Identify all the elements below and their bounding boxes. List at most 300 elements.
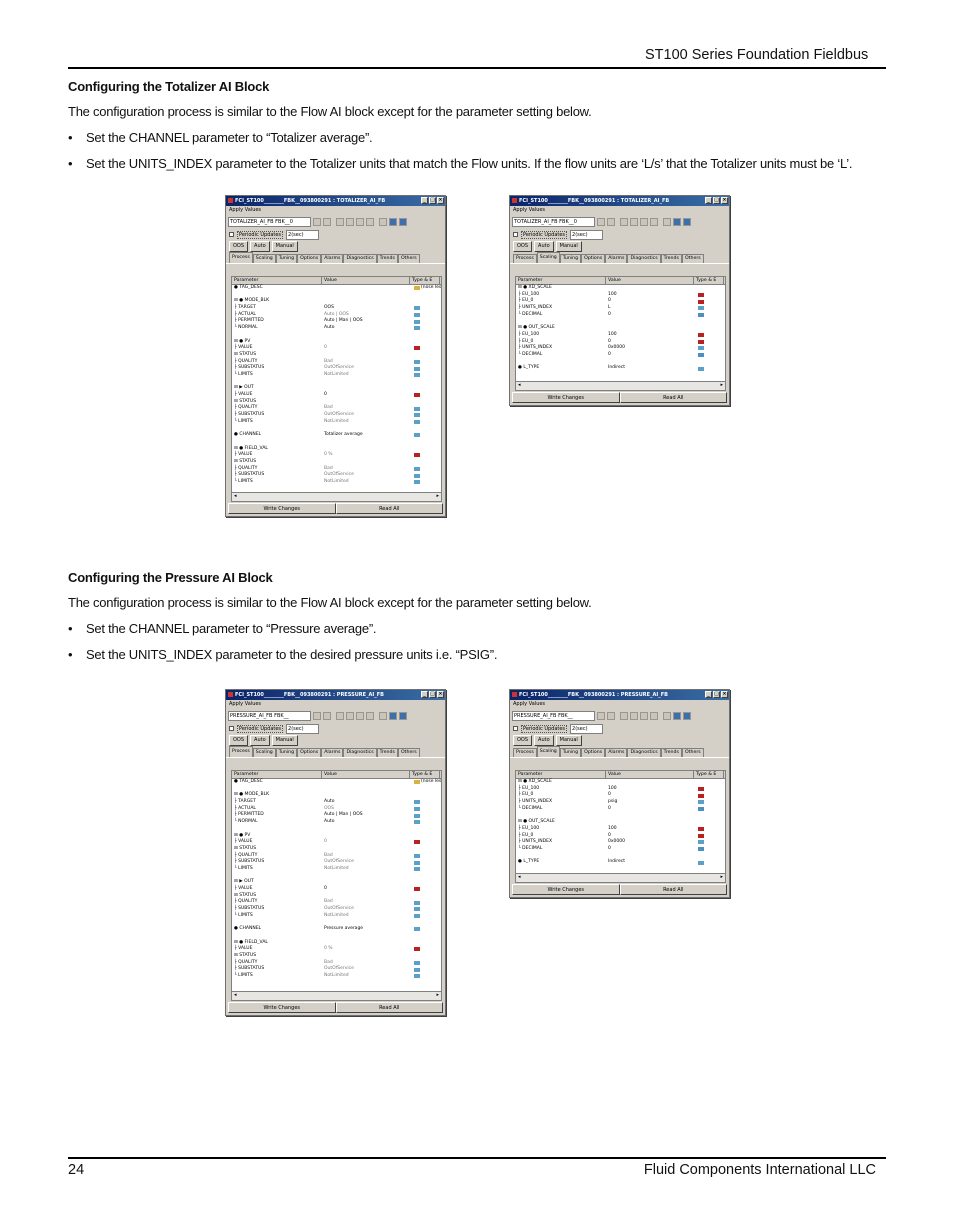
type-icon [698, 300, 704, 304]
table-row [516, 285, 725, 292]
close-icon[interactable]: × [722, 197, 727, 203]
table-row [232, 345, 441, 352]
tab-tuning[interactable]: Tuning [560, 748, 581, 757]
maximize-icon[interactable]: □ [430, 197, 435, 203]
window-title: FCI_ST100________FBK__093800291 : PRESSURE_AI_FB [235, 692, 384, 698]
param-name: ├ QUALITY [234, 465, 258, 471]
table-row [232, 318, 441, 325]
param-value: 100 [608, 785, 617, 791]
param-name: ⊟ ● XD_SCALE [518, 285, 552, 290]
table-row [516, 806, 725, 813]
column-header: Value [322, 277, 410, 284]
param-name: ├ UNITS_INDEX [518, 799, 553, 805]
table-row [232, 873, 441, 880]
tab-strip [226, 746, 445, 758]
type-icon [698, 313, 704, 317]
table-row [232, 846, 441, 853]
toolbar-button-icon[interactable] [323, 218, 331, 226]
param-name: └ LIMITS [234, 371, 253, 377]
bottom-button[interactable]: Read All [336, 1002, 444, 1013]
param-value: 0 [608, 338, 611, 344]
toolbar [226, 215, 445, 229]
tab-options[interactable]: Options [297, 254, 321, 263]
menu-apply-values[interactable]: Apply Values [229, 701, 262, 707]
table-row [232, 399, 441, 406]
param-value: NotLimited [324, 972, 349, 978]
periodic-checkbox[interactable] [513, 232, 518, 237]
param-name: ⊟ STATUS [234, 398, 257, 404]
bottom-button[interactable]: Write Changes [228, 1002, 336, 1013]
interval-field[interactable]: 2(sec) [286, 230, 319, 240]
type-icon [698, 367, 704, 371]
mode-button-manual[interactable]: Manual [556, 241, 582, 252]
mode-button-manual[interactable]: Manual [556, 735, 582, 746]
type-icon [698, 346, 704, 350]
param-name: ├ EU_0 [518, 298, 534, 304]
parameter-grid [515, 770, 726, 883]
type-icon [414, 947, 420, 951]
param-value: NotLimited [324, 865, 349, 871]
table-row [232, 412, 441, 419]
table-row [516, 826, 725, 833]
type-icon [414, 474, 420, 478]
param-name: ● L_TYPE [518, 365, 540, 371]
toolbar-button-icon[interactable] [640, 712, 648, 720]
block-select[interactable]: TOTALIZER_AI_FB FBK__0 [228, 217, 311, 227]
scroll-right-icon[interactable]: ▸ [720, 382, 723, 388]
param-value: 0x0000 [608, 345, 625, 351]
close-icon[interactable]: × [722, 691, 727, 697]
param-name: ├ TARGET [234, 305, 256, 311]
tab-diagnostics[interactable]: Diagnostics [627, 748, 660, 757]
tab-others[interactable]: Others [682, 748, 704, 757]
bullet-text: Set the CHANNEL parameter to “Totalizer average”. [86, 130, 373, 145]
block-select[interactable]: PRESSURE_AI_FB FBK__ [228, 711, 311, 721]
table-row [232, 452, 441, 459]
type-icon [414, 413, 420, 417]
parameter-grid [231, 276, 442, 502]
tab-options[interactable]: Options [297, 748, 321, 757]
param-name: ● CHANNEL [234, 432, 262, 438]
scroll-right-icon[interactable]: ▸ [720, 874, 723, 880]
mode-buttons [226, 240, 445, 252]
mode-button-manual[interactable]: Manual [272, 735, 298, 746]
tab-alarms[interactable]: Alarms [321, 254, 343, 263]
footer-company: Fluid Components International LLC [643, 1162, 876, 1178]
toolbar-button-icon[interactable] [620, 712, 628, 720]
param-value: Bad [324, 465, 333, 471]
param-name: └ NORMAL [234, 325, 258, 331]
toolbar-button-icon[interactable] [630, 218, 638, 226]
toolbar-button-icon[interactable] [313, 218, 321, 226]
param-value: Indirect [608, 859, 626, 865]
param-value: Pressure average [324, 926, 364, 932]
mode-button-auto[interactable]: Auto [534, 735, 554, 746]
mode-button-oos[interactable]: OOS [513, 735, 532, 746]
type-icon [414, 901, 420, 905]
tab-options[interactable]: Options [581, 254, 605, 263]
table-row [232, 419, 441, 426]
interval-field[interactable]: 2(sec) [570, 230, 603, 240]
grid-header [232, 771, 441, 779]
interval-field[interactable]: 2(sec) [570, 724, 603, 734]
periodic-row [510, 229, 729, 240]
type-icon [698, 787, 704, 791]
minimize-icon[interactable]: _ [705, 691, 712, 698]
column-header: Type & E [694, 771, 724, 778]
param-value: 100 [608, 825, 617, 831]
scroll-left-icon[interactable]: ◂ [518, 874, 521, 880]
param-value: Auto [324, 799, 335, 805]
horizontal-scrollbar[interactable] [232, 991, 441, 1000]
table-row [232, 866, 441, 873]
column-header: Type & E [410, 277, 440, 284]
table-row [516, 365, 725, 372]
mode-button-auto[interactable]: Auto [250, 241, 270, 252]
mode-button-auto[interactable]: Auto [250, 735, 270, 746]
periodic-checkbox[interactable] [229, 232, 234, 237]
maximize-icon[interactable]: □ [714, 691, 719, 697]
param-name: ├ VALUE [234, 839, 253, 845]
param-name: ⊟ STATUS [234, 892, 257, 898]
tab-tuning[interactable]: Tuning [276, 254, 297, 263]
type-icon [414, 313, 420, 317]
bottom-button[interactable]: Read All [620, 884, 728, 895]
tab-alarms[interactable]: Alarms [605, 748, 627, 757]
param-name: ⊟ ● OUT_SCALE [518, 819, 555, 825]
type-icon [414, 306, 420, 310]
table-row [232, 906, 441, 913]
window-controls [705, 691, 728, 698]
toolbar-button-icon[interactable] [683, 218, 691, 226]
param-value: 0 [608, 298, 611, 304]
param-name: ├ QUALITY [234, 852, 258, 858]
param-value: 0 [324, 392, 327, 397]
title-bar [510, 196, 729, 206]
column-header: Type & E [410, 771, 440, 778]
tab-process[interactable]: Process [229, 252, 253, 263]
column-header: Parameter [232, 771, 322, 778]
toolbar-button-icon[interactable] [683, 712, 691, 720]
tab-tuning[interactable]: Tuning [276, 748, 297, 757]
tab-scaling[interactable]: Scaling [537, 746, 560, 757]
toolbar-button-icon[interactable] [389, 712, 397, 720]
mode-button-oos[interactable]: OOS [229, 241, 248, 252]
bottom-button[interactable]: Write Changes [512, 392, 620, 403]
toolbar-button-icon[interactable] [597, 218, 605, 226]
param-name: ⊟ STATUS [234, 351, 257, 357]
table-row [232, 893, 441, 900]
mode-button-manual[interactable]: Manual [272, 241, 298, 252]
param-value: Bad [324, 405, 333, 411]
menu-apply-values[interactable]: Apply Values [513, 701, 546, 707]
tab-others[interactable]: Others [398, 254, 420, 263]
menu-apply-values[interactable]: Apply Values [513, 207, 546, 213]
type-icon [414, 360, 420, 364]
param-name: ├ VALUE [234, 392, 253, 397]
param-name: └ DECIMAL [518, 311, 543, 317]
tab-process[interactable]: Process [513, 254, 537, 263]
maximize-icon[interactable]: □ [430, 691, 435, 697]
toolbar-button-icon[interactable] [607, 712, 615, 720]
toolbar-button-icon[interactable] [663, 712, 671, 720]
toolbar-button-icon[interactable] [630, 712, 638, 720]
periodic-label: Periodic Updates [523, 231, 566, 238]
toolbar-button-icon[interactable] [597, 712, 605, 720]
param-value: Bad [324, 358, 333, 364]
toolbar [226, 709, 445, 723]
table-row [232, 859, 441, 866]
tab-diagnostics[interactable]: Diagnostics [343, 254, 376, 263]
scroll-left-icon[interactable]: ◂ [234, 493, 237, 499]
section-intro: The configuration process is similar to the Flow AI block except for the parameter setting below. [68, 104, 592, 119]
mode-button-auto[interactable]: Auto [534, 241, 554, 252]
tab-alarms[interactable]: Alarms [605, 254, 627, 263]
tab-process[interactable]: Process [513, 748, 537, 757]
param-name: ⊟ ● MODE_BLK [234, 792, 270, 798]
parameter-grid [515, 276, 726, 391]
block-select[interactable]: PRESSURE_AI_FB FBK__ [512, 711, 595, 721]
toolbar-button-icon[interactable] [336, 218, 344, 226]
type-icon [698, 794, 704, 798]
param-name: ⊟ STATUS [234, 458, 257, 464]
toolbar-button-icon[interactable] [346, 218, 354, 226]
window-title: FCI_ST100________FBK__093800291 : TOTALIZER_AI_FB [519, 198, 670, 204]
menu-apply-values[interactable]: Apply Values [229, 207, 262, 213]
type-icon [698, 333, 704, 337]
bottom-button[interactable]: Write Changes [228, 503, 336, 514]
table-row [516, 332, 725, 339]
type-icon [414, 968, 420, 972]
toolbar-button-icon[interactable] [379, 218, 387, 226]
param-value: NotLimited [324, 478, 349, 484]
toolbar-button-icon[interactable] [336, 712, 344, 720]
tab-alarms[interactable]: Alarms [321, 748, 343, 757]
param-value: Auto | OOS [324, 311, 349, 317]
toolbar-button-icon[interactable] [650, 712, 658, 720]
toolbar-button-icon[interactable] [346, 712, 354, 720]
scroll-right-icon[interactable]: ▸ [436, 493, 439, 499]
type-icon [414, 780, 420, 784]
toolbar-button-icon[interactable] [607, 218, 615, 226]
periodic-label: Periodic Updates [239, 725, 282, 732]
param-name: ├ UNITS_INDEX [518, 345, 553, 351]
table-row [232, 439, 441, 446]
param-name: ├ QUALITY [234, 899, 258, 905]
param-value: 0x0000 [608, 839, 625, 845]
param-name: ├ EU_100 [518, 331, 540, 337]
bottom-button[interactable]: Write Changes [512, 884, 620, 895]
app-icon [512, 198, 517, 203]
toolbar-button-icon[interactable] [620, 218, 628, 226]
tab-trends[interactable]: Trends [377, 254, 398, 263]
table-row [232, 879, 441, 886]
mode-buttons [510, 734, 729, 746]
type-text: (nose les [421, 285, 442, 290]
type-icon [698, 861, 704, 865]
horizontal-scrollbar[interactable] [516, 381, 725, 390]
param-name: ⊟ ● OUT_SCALE [518, 325, 555, 331]
mode-button-oos[interactable]: OOS [513, 241, 532, 252]
tab-trends[interactable]: Trends [661, 254, 682, 263]
param-value: OOS [324, 805, 334, 811]
app-icon [512, 692, 517, 697]
bottom-buttons [228, 503, 443, 514]
table-row [516, 345, 725, 352]
toolbar-button-icon[interactable] [379, 712, 387, 720]
table-row [516, 846, 725, 853]
param-value: 100 [608, 331, 617, 337]
periodic-checkbox[interactable] [513, 726, 518, 731]
column-header: Type & E [694, 277, 724, 284]
type-icon [414, 914, 420, 918]
table-row [232, 385, 441, 392]
type-icon [414, 320, 420, 324]
section-intro: The configuration process is similar to the Flow AI block except for the parameter setting below. [68, 595, 592, 610]
toolbar-button-icon[interactable] [366, 712, 374, 720]
minimize-icon[interactable]: _ [421, 197, 428, 204]
toolbar-button-icon[interactable] [673, 218, 681, 226]
param-value: OutOfService [324, 365, 354, 371]
type-icon [414, 974, 420, 978]
param-value: Auto | Man | OOS [324, 318, 363, 324]
type-icon [414, 961, 420, 965]
table-row [232, 839, 441, 846]
tab-scaling[interactable]: Scaling [537, 252, 560, 263]
param-name: ├ ACTUAL [234, 805, 256, 811]
mode-buttons [226, 734, 445, 746]
param-value: 0 [324, 345, 327, 351]
window-title: FCI_ST100________FBK__093800291 : PRESSURE_AI_FB [519, 692, 668, 698]
param-value: Auto [324, 819, 335, 825]
header-rule [68, 67, 886, 69]
tab-scaling[interactable]: Scaling [253, 748, 276, 757]
param-value: NotLimited [324, 371, 349, 377]
toolbar-button-icon[interactable] [650, 218, 658, 226]
table-row [232, 886, 441, 893]
param-name: ● CHANNEL [234, 926, 262, 932]
type-icon [414, 907, 420, 911]
interval-field[interactable]: 2(sec) [286, 724, 319, 734]
minimize-icon[interactable]: _ [421, 691, 428, 698]
param-name: ● TAG_DESC [234, 779, 263, 784]
param-name: └ DECIMAL [518, 845, 543, 851]
horizontal-scrollbar[interactable] [516, 873, 725, 882]
param-value: 100 [608, 291, 617, 297]
toolbar-button-icon[interactable] [389, 218, 397, 226]
type-icon [414, 433, 420, 437]
table-row [516, 786, 725, 793]
scroll-right-icon[interactable]: ▸ [436, 992, 439, 998]
tab-strip [510, 252, 729, 264]
param-name: └ NORMAL [234, 819, 258, 825]
maximize-icon[interactable]: □ [714, 197, 719, 203]
minimize-icon[interactable]: _ [705, 197, 712, 204]
type-icon [414, 346, 420, 350]
param-name: ├ PERMITTED [234, 812, 264, 818]
param-name: ● TAG_DESC [234, 285, 263, 290]
toolbar-button-icon[interactable] [356, 712, 364, 720]
toolbar-button-icon[interactable] [673, 712, 681, 720]
horizontal-scrollbar[interactable] [232, 492, 441, 501]
tab-diagnostics[interactable]: Diagnostics [343, 748, 376, 757]
table-row [232, 325, 441, 332]
scroll-left-icon[interactable]: ◂ [234, 992, 237, 998]
table-row [232, 973, 441, 980]
toolbar-button-icon[interactable] [323, 712, 331, 720]
param-value: 0 [608, 832, 611, 838]
param-name: ⊟ STATUS [234, 952, 257, 958]
table-row [232, 819, 441, 826]
tab-process[interactable]: Process [229, 746, 253, 757]
table-row [232, 946, 441, 953]
periodic-checkbox[interactable] [229, 726, 234, 731]
tab-others[interactable]: Others [398, 748, 420, 757]
table-row [232, 926, 441, 933]
param-name: ⊟ STATUS [234, 845, 257, 851]
table-row [232, 352, 441, 359]
close-icon[interactable]: × [438, 691, 443, 697]
param-value: OOS [324, 305, 334, 311]
param-name: ├ VALUE [234, 886, 253, 891]
table-row [516, 819, 725, 826]
toolbar-button-icon[interactable] [399, 712, 407, 720]
table-row [516, 325, 725, 332]
type-icon [414, 367, 420, 371]
param-value: 0 % [324, 946, 333, 952]
param-name: └ LIMITS [234, 972, 253, 978]
tab-trends[interactable]: Trends [661, 748, 682, 757]
type-icon [414, 453, 420, 457]
toolbar-button-icon[interactable] [356, 218, 364, 226]
bullet-text: Set the UNITS_INDEX parameter to the Totalizer units that match the Flow units. If the flow units are ‘L/s’ that the Totalizer units must be ‘L’. [86, 156, 853, 171]
window-controls [705, 197, 728, 204]
toolbar-button-icon[interactable] [663, 218, 671, 226]
close-icon[interactable]: × [438, 197, 443, 203]
toolbar-button-icon[interactable] [399, 218, 407, 226]
type-icon [414, 861, 420, 865]
bullet-item: • Set the CHANNEL parameter to “Pressure average”. [68, 621, 377, 636]
bottom-button[interactable]: Read All [620, 392, 728, 403]
toolbar-button-icon[interactable] [640, 218, 648, 226]
bottom-button[interactable]: Read All [336, 503, 444, 514]
param-value: Totalizer average [324, 432, 363, 438]
param-value: 0 [608, 792, 611, 798]
tab-strip [226, 252, 445, 264]
param-name: ├ UNITS_INDEX [518, 305, 553, 311]
window-controls [421, 691, 444, 698]
screenshot-pressure-process [225, 689, 446, 1016]
param-name: └ DECIMAL [518, 805, 543, 811]
tab-options[interactable]: Options [581, 748, 605, 757]
tab-trends[interactable]: Trends [377, 748, 398, 757]
block-select[interactable]: TOTALIZER_AI_FB FBK__0 [512, 217, 595, 227]
grid-header [516, 771, 725, 779]
tab-scaling[interactable]: Scaling [253, 254, 276, 263]
tab-others[interactable]: Others [682, 254, 704, 263]
bottom-buttons [512, 884, 727, 895]
type-icon [414, 927, 420, 931]
param-name: ⊟ ▶ OUT [234, 385, 254, 391]
scroll-left-icon[interactable]: ◂ [518, 382, 521, 388]
toolbar-button-icon[interactable] [313, 712, 321, 720]
tab-tuning[interactable]: Tuning [560, 254, 581, 263]
tab-diagnostics[interactable]: Diagnostics [627, 254, 660, 263]
table-row [232, 305, 441, 312]
mode-button-oos[interactable]: OOS [229, 735, 248, 746]
type-icon [698, 847, 704, 851]
toolbar-button-icon[interactable] [366, 218, 374, 226]
